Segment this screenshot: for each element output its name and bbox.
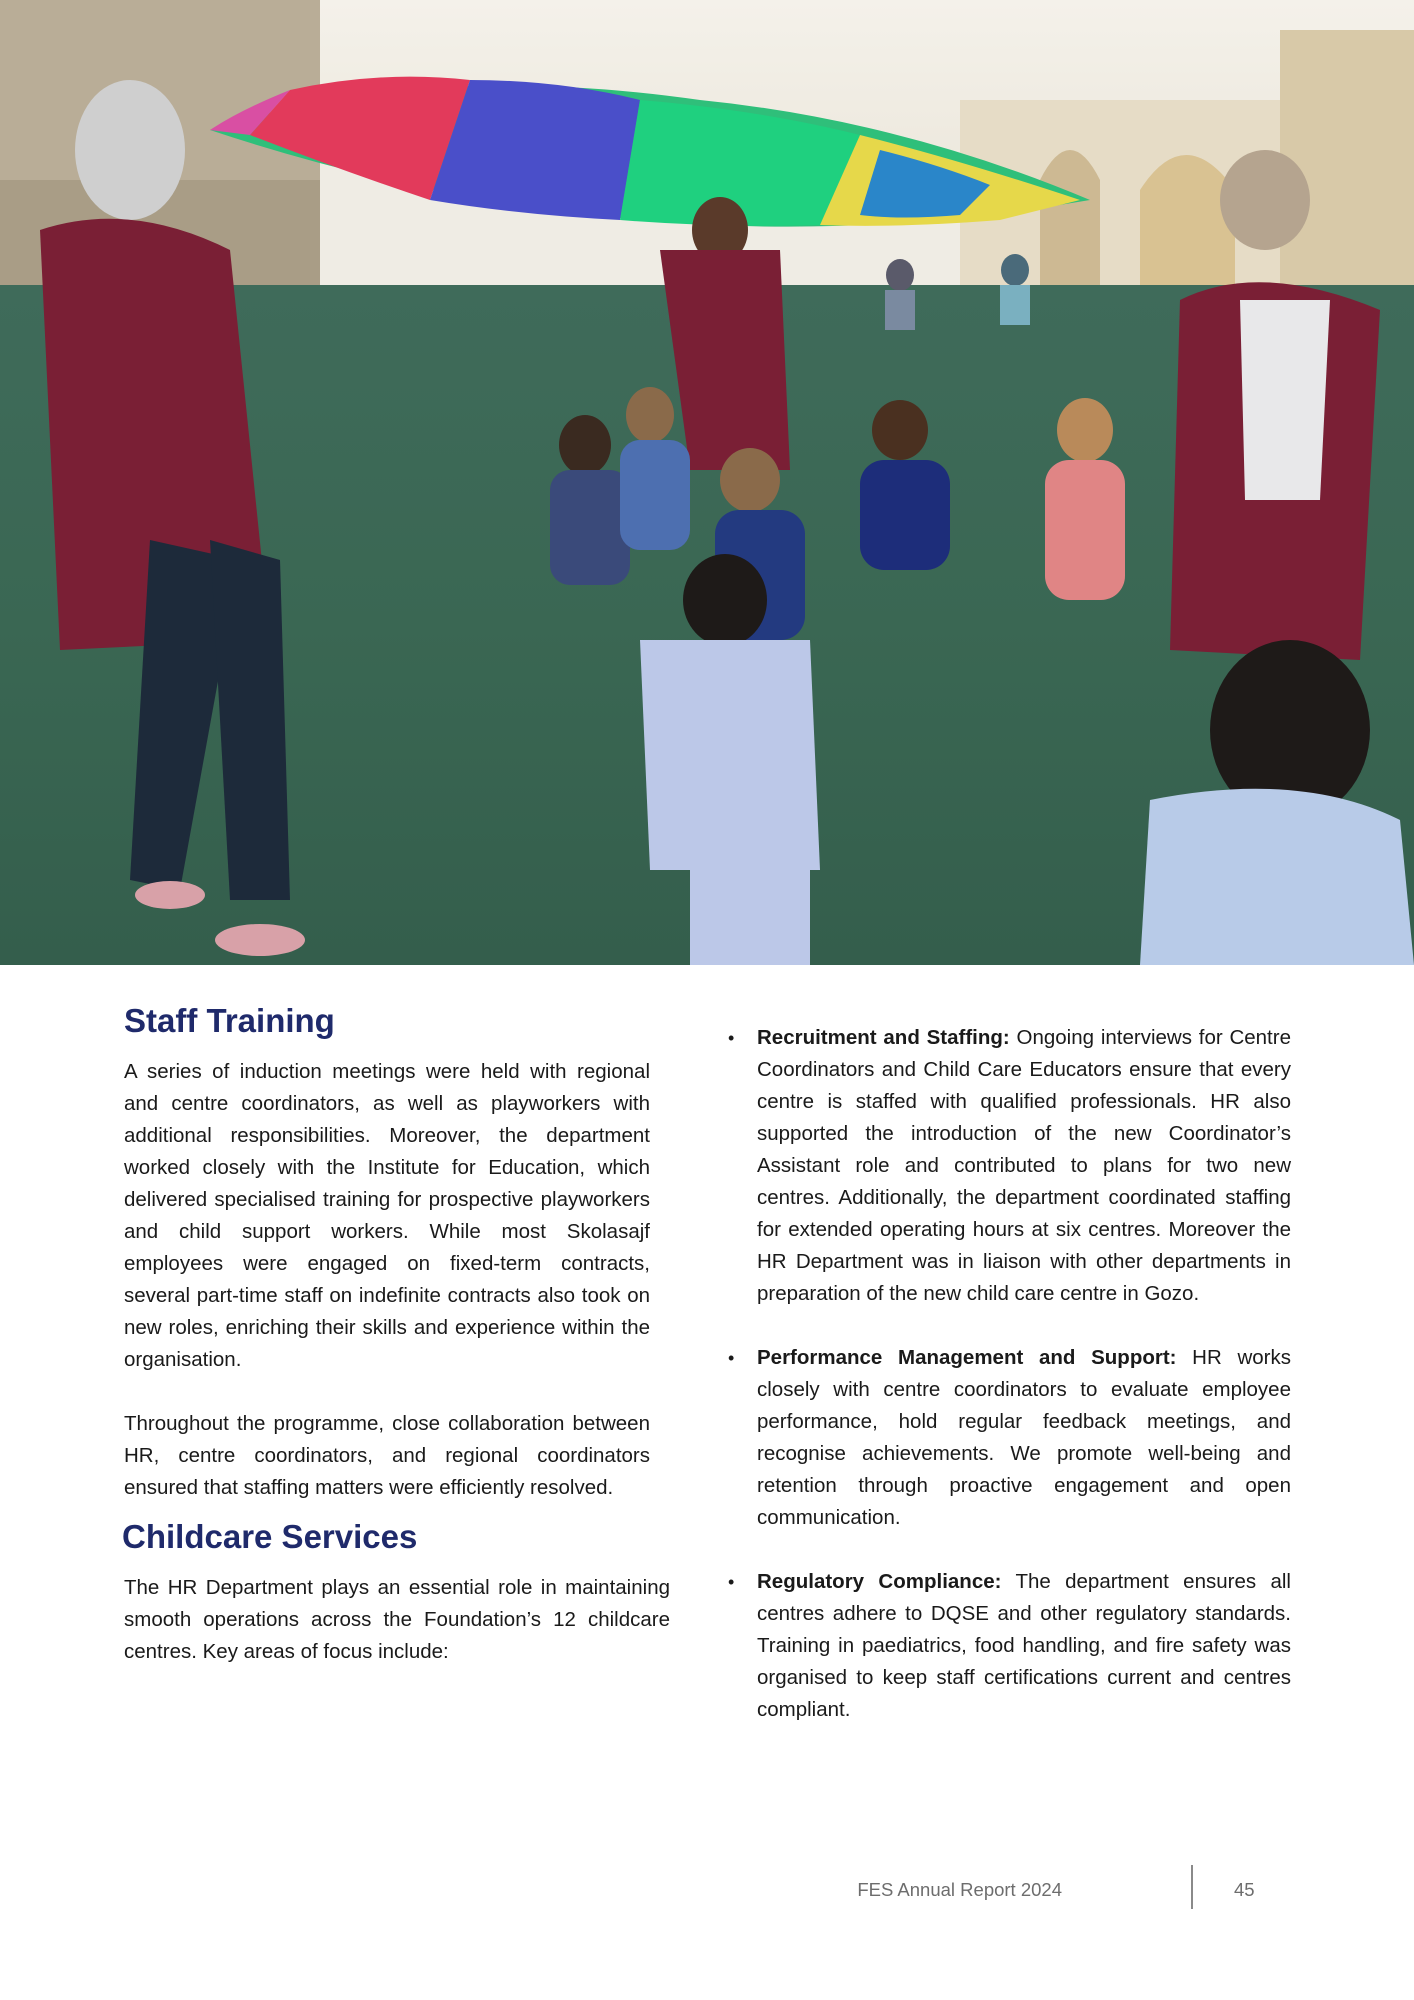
staff-training-paragraph-2: Throughout the programme, close collaboration between HR, centre coordinators, and regional coordinators ensured that staffing matters were efficiently resolved. <box>124 1412 650 1499</box>
list-item <box>724 1342 1291 1534</box>
bullet-icon: • <box>728 1572 735 1592</box>
childcare-services-heading: Childcare Services <box>122 1518 418 1555</box>
staff-training-heading: Staff Training <box>124 1002 335 1039</box>
page-number: 45 <box>1234 1879 1255 1900</box>
right-column <box>724 1022 1291 1726</box>
footer-divider <box>1191 1865 1193 1909</box>
focus-title: Regulatory Compliance: <box>757 1570 1002 1593</box>
focus-text: HR works closely with centre coordinators to evaluate employee performance, hold regular feedback meetings, and recognise achievements. We promote well-being and retention through proactive engagement and open communication. <box>757 1346 1291 1529</box>
staff-training-paragraph-1: A series of induction meetings were held with regional and centre coordinators, as well as playworkers with additional responsibilities. Moreover, the department worked closely with the Institute for Education, which delivered specialised training for prospective playworkers and child support workers. While most Skolasajf employees were engaged on fixed-term contracts, several part-time staff on indefinite contracts also took on new roles, enriching their skills and experience within the organisation. <box>124 1060 650 1371</box>
list-item <box>724 1022 1291 1310</box>
bullet-icon: • <box>728 1348 735 1368</box>
focus-title: Recruitment and Staffing: <box>757 1026 1010 1049</box>
childcare-services-intro: The HR Department plays an essential role in maintaining smooth operations across the Foundation’s 12 childcare centres. Key areas of focus include: <box>124 1576 670 1663</box>
photo-children-parachute-game <box>0 0 1414 965</box>
header-photo <box>0 0 1414 965</box>
focus-text: Ongoing interviews for Centre Coordinators and Child Care Educators ensure that every centre is staffed with qualified professionals. HR also supported the introduction of the new Coordinator’s Assistant role and contributed to plans for two new centres. Additionally, the department coordinated staffing for extended operating hours at six centres. Moreover the HR Department was in liaison with other departments in preparation of the new child care centre in Gozo. <box>757 1026 1291 1305</box>
left-column <box>124 1000 670 1668</box>
focus-text: The department ensures all centres adhere to DQSE and other regulatory standards. Training in paediatrics, food handling, and fire safety was organised to keep staff certifications current and centres compliant. <box>757 1570 1291 1721</box>
focus-title: Performance Management and Support: <box>757 1346 1177 1369</box>
page-footer <box>857 1865 1300 1913</box>
list-item <box>724 1566 1291 1726</box>
bullet-icon: • <box>728 1028 735 1048</box>
report-title: FES Annual Report 2024 <box>857 1879 1062 1900</box>
focus-areas-list <box>724 1022 1291 1726</box>
